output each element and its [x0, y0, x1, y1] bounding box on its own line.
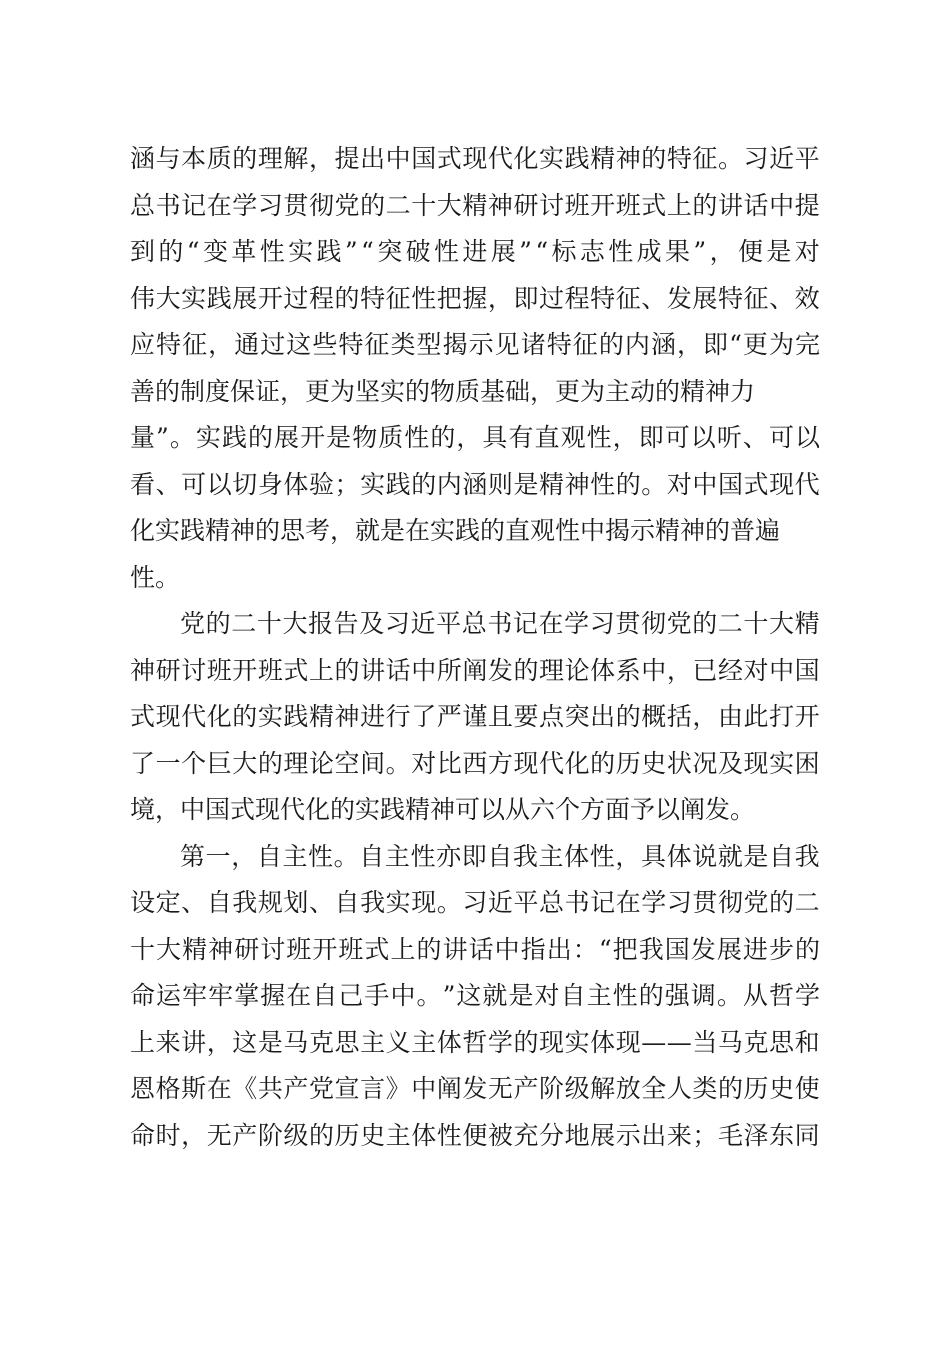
text-line: 了 一 个 巨 大 的 理 论 空 间 。 对 比 西 方 现 代 化 的 历 史 状 况 及 现 实 困 — [130, 748, 820, 778]
text-line: 涵 与 本 质 的 理 解 ， 提 出 中 国 式 现 代 化 实 践 精 神 的 特 征 。 习 近 平 — [130, 144, 820, 173]
text-line: 命 运 牢 牢 掌 握 在 自 己 手 中 。 ” 这 就 是 对 自 主 性 的 强 调 。 从 哲 学 — [130, 981, 820, 1010]
text-line: 到 的 “ 变 革 性 实 践 ” “ 突 破 性 进 展 ” “ 标 志 性 成 果 ” ， 便 是 对 — [130, 237, 820, 266]
text-line: 上 来 讲 ， 这 是 马 克 思 主 义 主 体 哲 学 的 现 实 体 现 — — 当 马 克 思 和 — [130, 1027, 820, 1057]
text-line: 化实践精神的思考，就是在实践的直观性中揭示精神的普遍 — [130, 516, 781, 545]
text-line: 式 现 代 化 的 实 践 精 神 进 行 了 严 谨 且 要 点 突 出 的 概 括 ， 由 此 打 开 — [130, 702, 820, 731]
text-line: 性。 — [130, 562, 181, 592]
text-line: 命 时 ， 无 产 阶 级 的 历 史 主 体 性 便 被 充 分 地 展 示 出 来 ； 毛 泽 东 同 — [130, 1120, 820, 1150]
text-line: 应 特 征 ， 通 过 这 些 特 征 类 型 揭 示 见 诸 特 征 的 内 涵 ， 即 “ 更 为 完 — [130, 330, 820, 359]
text-line: 境，中国式现代化的实践精神可以从六个方面予以阐发。 — [130, 795, 756, 824]
text-line: 第 一 ， 自 主 性 。 自 主 性 亦 即 自 我 主 体 性 ， 具 体 说 就 是 自 我 — [180, 841, 820, 871]
text-line: 善的制度保证，更为坚实的物质基础，更为主动的精神力 — [130, 376, 756, 406]
text-line: 恩 格 斯 在 《 共 产 党 宣 言 》 中 阐 发 无 产 阶 级 解 放 全 人 类 的 历 史 使 — [130, 1074, 820, 1103]
text-line: 伟 大 实 践 展 开 过 程 的 特 征 性 把 握 ， 即 过 程 特 征 、 发 展 特 征 、 效 — [130, 283, 820, 313]
text-line: 量 ” 。 实 践 的 展 开 是 物 质 性 的 ， 具 有 直 观 性 ， 即 可 以 听 、 可 以 — [130, 423, 820, 452]
text-line: 看 、 可 以 切 身 体 验 ； 实 践 的 内 涵 则 是 精 神 性 的 。 对 中 国 式 现 代 — [130, 469, 820, 499]
body-text — [130, 136, 820, 1159]
text-line: 神 研 讨 班 开 班 式 上 的 讲 话 中 所 阐 发 的 理 论 体 系 中 ， 已 经 对 中 国 — [130, 655, 820, 685]
text-line: 总 书 记 在 学 习 贯 彻 党 的 二 十 大 精 神 研 讨 班 开 班 式 上 的 讲 话 中 提 — [130, 190, 820, 220]
text-line: 十 大 精 神 研 讨 班 开 班 式 上 的 讲 话 中 指 出 ： “ 把 我 国 发 展 进 步 的 — [130, 934, 820, 964]
text-line: 设 定 、 自 我 规 划 、 自 我 实 现 。 习 近 平 总 书 记 在 学 习 贯 彻 党 的 二 — [130, 888, 820, 917]
text-line: 党 的 二 十 大 报 告 及 习 近 平 总 书 记 在 学 习 贯 彻 党 的 二 十 大 精 — [180, 609, 820, 638]
